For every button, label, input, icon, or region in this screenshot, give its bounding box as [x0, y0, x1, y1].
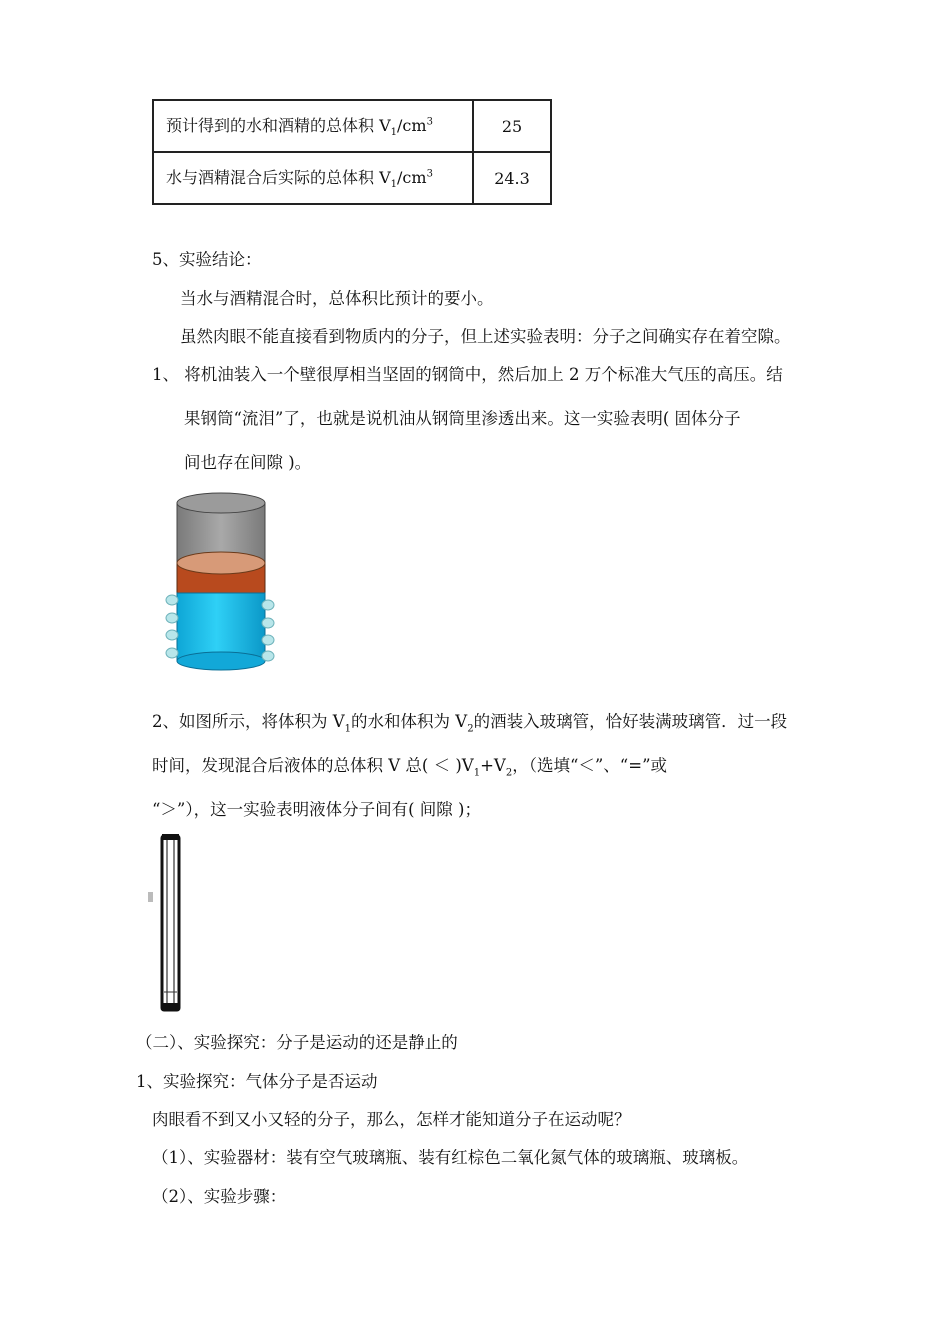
part2-item-1: 1、实验探究：气体分子是否运动 [136, 1072, 378, 1091]
part2-heading: （二）、实验探究：分子是运动的还是静止的 [136, 1033, 458, 1052]
section5-conclusion-1: 当水与酒精混合时，总体积比预计的要小。 [180, 289, 494, 308]
q1-line-2: 果钢筒“流泪”了，也就是说机油从钢筒里渗透出来。这一实验表明( 固体分子 [184, 409, 741, 428]
part2-intro: 肉眼看不到又小又轻的分子，那么，怎样才能知道分子在运动呢？ [152, 1110, 631, 1129]
volume-table [152, 99, 552, 205]
q1-line-1: 1、 将机油装入一个壁很厚相当坚固的钢筒中，然后加上 2 万个标准大气压的高压。结 [152, 365, 783, 384]
table-cell-label: 水与酒精混合后实际的总体积 $V_1/cm^3$ [153, 152, 473, 204]
section5-conclusion-2: 虽然肉眼不能直接看到物质内的分子，但上述实验表明：分子之间确实存在着空隙。 [180, 327, 791, 346]
table-row [153, 100, 551, 152]
steel-cylinder-illustration [160, 485, 290, 680]
table-cell-label: 预计得到的水和酒精的总体积 $V_1/cm^3$ [153, 100, 473, 152]
part2-step-1: （1）、实验器材：装有空气玻璃瓶、装有红棕色二氧化氮气体的玻璃瓶、玻璃板。 [152, 1148, 749, 1167]
q2-line-1: 2、如图所示，将体积为 $V_1$的水和体积为 $V_2$的酒装入玻璃管，恰好装满玻璃管．过一段 [152, 712, 788, 735]
liquid-section [177, 593, 265, 661]
q2-line-2: 时间，发现混合后液体的总体积 V 总( ＜ )$V_1+V_2$，（选填“＜”、“=”或 [152, 756, 668, 779]
glass-tube [162, 836, 179, 1010]
table-row [153, 152, 551, 204]
table-cell-value: 25 [473, 100, 551, 152]
q1-line-3: 间也存在间隙 )。 [184, 453, 312, 472]
section5-heading: 5、实验结论： [152, 250, 262, 269]
table-cell-value: 24.3 [473, 152, 551, 204]
q2-line-3: “＞”），这一实验表明液体分子间有( 间隙 )； [152, 800, 481, 819]
cylinder-top [177, 493, 265, 513]
part2-step-2: （2）、实验步骤： [152, 1187, 287, 1206]
glass-tube-illustration [148, 832, 188, 1017]
